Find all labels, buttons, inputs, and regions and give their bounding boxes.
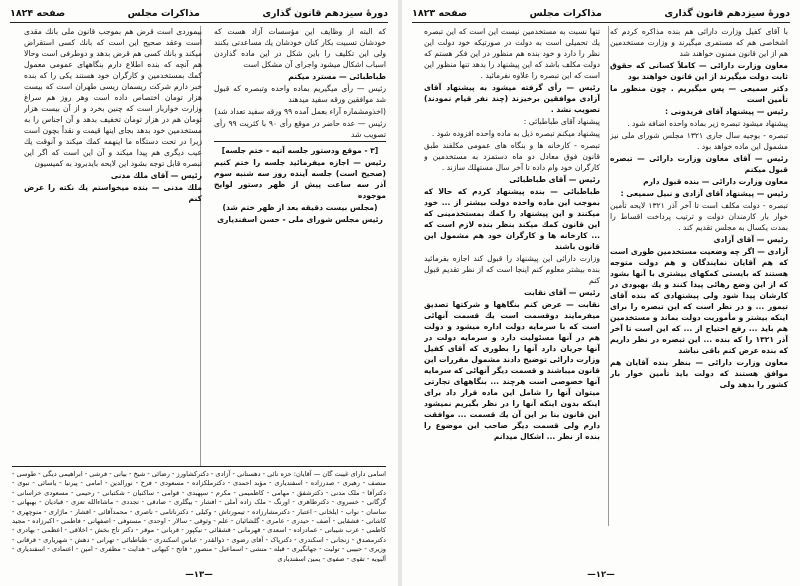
speaker-paragraph: ملك مدنی — بنده میخواستم یك نکته را عرض کنم — [24, 183, 202, 203]
left-page-column-left — [24, 26, 202, 366]
left-page — [0, 0, 398, 586]
paragraph: بیموردی است قرض هم بموجب قانون ملی بانك مقدی است وعقد صحیح این است که بانك کسی استقراض میکند و بانك کسی هم قرض بدهد و دوطرفی است وحالا هم آنچه که بنده اطلاع دارم بنگاههای عمومی معمول کمك بمستخدمین و کارگران خود هستند یکی را که بنده خبر دارم شرکت ریسمان ریسی طهران است که بیست هزار تومان اختصاص داده است وهر روز هم سراغ وزارت خواربار است که چنین بخرد و از آن بیست هزار تومان هم در هزار تومان تخفیف بدهد و آن اجناس را به مستخدمین خود بدهد بجای اینها قیمت و نقداً بچون است زیرا در تحت دستگاه ما اینهمه کمك میکند و آنوقت یك عیب دیگری هم پیدا میکند و آن این است که اگر این تبصره قابل توجه بشود این لایحه بایدبرود به کمیسیون — [24, 27, 202, 168]
speaker-paragraph: دکتر سمیعی — پس میگیریم . چون منظور ما تأمین است — [610, 84, 788, 104]
section-heading: [۳ - موقع ودستور جلسه آتیه - ختم جلسه] — [214, 141, 386, 156]
paragraph: وزارت دارائی این پیشنهاد را قبول کند اجازه بفرمائید بنده بیشتر معلوم کنم اینجا است که از نظر تقدیم قبول کنم — [424, 254, 600, 285]
paragraph: با آقای کفیل وزارت دارائی هم بنده مذاکره کردم که اشخاصی هم که مستمری میگیرند و وزارت مستخدمین هم از این قانون ممنون خواهند شد — [610, 27, 788, 58]
speaker-paragraph: معاون وزارت دارائی — بنده قبول دارم — [643, 177, 788, 186]
folio-number: —۱۲— — [587, 570, 615, 580]
paragraph: رئیس — عده حاضر در موقع رأی ۹۰ با کثریت ۹۹ رأی تصویب شد — [214, 119, 386, 139]
right-page-column-right — [610, 26, 788, 526]
speaker-paragraph: رئیس — آقای آزادی — [713, 235, 788, 244]
speaker-paragraph: رئیس — پیشنهاد آقای آزادی و نبیل سمیعی : — [620, 189, 788, 198]
absentees-footnote: اسامی دارای غیبت گان — آقایان: حزه نائی - دهستانی - آزادی - دکترکشاورز - رضائی - شیخ - بیانی - فرشی - ابراهیمی دیگی - طوسی - منصف - رهبری - صدرزاده - اسفندیاری - مؤبد احمدی - دکترملکزاده - مسعودی - فرخ - نورالدین - امامی - پیرنیا - یاسائی - نبوی - دکترآقا - ملک مدنی - دکترشفق - مهامی - کاظمیمی - مکرم - سپهبدی - قوامی - ساکنیان - شکتبانی - رحیمی - مسعودی خراسانی - گرگانی - خسروی - دکترطاهری - اورنگ - ملک زاده آملی - افشار - بیگلری - صادقی - تجددی - ماشاءالله تعزی - قبادیان - بهبهانی - ساسان - نواب - ایلخانی - اعتبار - دکترمشارزاده - تیمورتاش - وکیلی - دکترناتامی - ناصری - محمدآقائی - افشار - ماژاری - منوچهری - کاشانی - قشقایی - آصف - حیدری - عامری - گلشائیان - علم - وثوقی - سالار - اوحدی - مستوفی - اصفهانی - فاطمی - اکبرزاده - مجید کاظمی - عرب شیبانی - عمادزاده - اسعدی - قهرمانی - قشقائی - نیکپور - قربانی - موقر - دکتر تاج بخش - اخلاقی - اعظمی - بهادری - دکترمصدق - زنجانی - اسکندری - دکترپاک - آقای رضوی - ذوالقدر - عباس اسکندری - طباطبائی - تهرانی - دهش - شهریاری - قرقانی - وزیری - حبیبی - تولیت - جهانگیری - قبله - منشی - اسماعیل - منصور - فاتح - کیهانی - هدایت - مظفری - امین - اعتمادی - اسفندیاری - آلبویه - تقوی - صفوی - یمین اسفندیاری — [12, 466, 386, 562]
right-page-header — [412, 6, 790, 23]
speaker-paragraph: معاون وزارت دارائی — کاملاً کسانی که حقوق ثابت دولت میگیرند از این قانون خواهند بود — [610, 61, 788, 81]
right-page-column-left — [424, 26, 600, 526]
paragraph: پیشنهاد میشود تبصره زیر بماده واحده اضافه شود . — [627, 119, 788, 128]
paragraph: تبصره - بوجیه سال جاری ۱۳۲۱ مجلس شورای ملی نیز مشمول این ماده خواهد بود . — [610, 131, 788, 151]
header-journal: دورهٔ سیزدهم قانون گذاری — [664, 7, 790, 19]
paragraph: (مجلس بیست دقیقه بعد از ظهر ختم شد) — [222, 203, 378, 212]
header-title: مذاکرات مجلس — [529, 7, 602, 19]
speaker-paragraph: طباطبائی — مسترد میکنم — [288, 72, 386, 81]
left-page-column-right — [214, 26, 386, 446]
speaker-paragraph: آزادی — اگر چه وضعیت مستخدمین طوری است که هم آقایان نمایندگان و هم دولت متوجه هستند که بایستی کمکهای بیشتری با آنها بشود که از این وضع رهائی پیدا کنند و یك بهبودی در کارشان پیدا شود ولی پیشنهادی که بنده آقای تیمور ... و در نظر است که این تبصره را برای اینکه بیشتر و مأموریت دولت بماند و مستخدمین هم باید ... رفع احتیاج از ... که این است تا آخر آذر ۱۳۲۱ را که بنده ... این تبصره در نظر داریم که بنده عرض کنم باقی نباشد — [610, 247, 788, 355]
speaker-paragraph: معاون وزارت دارائی — بنظر بنده آقایان هم موافق هستند که دولت باید تأمین خوار بار کشور را بدهد ولی — [610, 358, 788, 389]
speaker-paragraph: رئیس — رأی گرفته میشود به پیشنهاد آقای آزادی موافقین برخیزند (چند نفر قیام نمودند) تصویب نشد . — [424, 83, 600, 114]
paragraph: رئیس — رأی میگیریم بماده واحده وتبصره که قبول شد موافقین ورقه سفید میدهند — [214, 84, 386, 104]
header-page-number: صفحه ۱۸۲۴ — [10, 7, 66, 19]
paragraph: تنها نسبت به مستخدمین نیست این است که این تبصره یك تحمیلی است به دولت در صورتیکه خود دولت این نظر را دارد و خود بنده هم منظور در این فکر هستم که دولت مکلف باشد که این پیشنهاد را بدهد تنها منظور این است که این تبصره را علاوه نفرمائید . — [424, 27, 600, 80]
speaker-paragraph: نقابت — عرض کنم بنگاهها و شرکتها تصدیق میفرمایند دوقسمت است یك قسمت آنهائی است که با سرمایه دولت اداره میشود و دولت هم در آنها مسئولیت دارد و سرمایه دولت در آنها جریان دارد آنها را بطوری که آقای کفیل وزارت دارائی توضیح دادند مشمول مقررات این قانون میباشند و قسمت دیگر آنهائی که سرمایه آنها خصوصی است هرچند ... بنگاههای تجارتی میتوان آنها را شامل این ماده قرار داد برای اینکه بدون اینکه آنها را در نظر بگیریم نمیشود این قانون بنا بر این آن یك قسمت ... موافقت دارم ولی قسمت دیگر صاحب این موضوع را بنده از نظر ... اشکال میدانم — [424, 300, 600, 441]
paragraph: پیشنهاد آقای طباطبائی : — [523, 117, 600, 126]
signature-line: رئیس مجلس شورای ملی - حسن اسفندیاری — [217, 215, 383, 224]
speaker-paragraph: طباطبائی — بنده پیشنهاد کردم که حالا که بموجب این ماده واحده دولت بیشتر از ... خود میکنند و این پیشنهاد را کمك بمستخدمینی که این قانون کمك میکند بنظر بنده لازم است که ... کارخانه ها و کارگران خود هم مشمول این قانون باشند — [424, 187, 600, 251]
speaker-paragraph: رئیس — پیشنهاد آقای فریدونی : — [664, 107, 788, 116]
paragraph: تبصره - دولت مکلف است تا آخر آذر ۱۳۲۱ لایحه تأمین خوار بار کارمندان دولت و ترتیب پرداخت اقساط را بمدت یکسال به مجلس تقدیم کند . — [610, 201, 788, 232]
speaker-paragraph: رئیس — آقای طباطبائی — [509, 175, 600, 184]
column-divider — [608, 26, 609, 526]
paragraph: تبصره - کارخانه ها و بنگاه های عمومی مکلفند طبق قانون فوق معادل دو ماه دستمزد به مستخدمین و کارگران خود وام داده تا آخر سال مستهلك سازند . — [424, 141, 600, 172]
speaker-paragraph: رئیس — آقای ملك مدنی — [110, 171, 202, 180]
header-journal: دورهٔ سیزدهم قانون گذاری — [262, 7, 388, 19]
paragraph: پیشنهاد میکنم تبصره ذیل به ماده واحده افزوده شود . — [431, 129, 600, 138]
folio-number: —۱۳— — [185, 570, 213, 580]
left-page-header — [10, 6, 388, 23]
paragraph: که البته از وظایف این مؤسسات آزاد هست که خودشان تسبیت بکار کنان خودشان یك مساعدتی بکنند ولی این تکلیف را باین شکل در این ماده گذاردن اسباب اشکال میشود واجرای آن مشکل است — [214, 27, 386, 69]
paragraph: (اخذومشماره آراء بعمل آمده ۹۹ ورقه سفید تعداد شد) — [214, 107, 386, 116]
speaker-paragraph: رئیس — آقای معاون وزارت دارائی — تبصره قبول میکنم — [610, 154, 788, 174]
paragraph: رئیس — اجازه میفرمائید جلسه را ختم کنیم (صحیح است) جلسه آینده روز سه شنبه سوم آذر سه ساعت پیش از ظهر دستور لوایح موجوده — [214, 158, 386, 200]
header-title: مذاکرات مجلس — [127, 7, 200, 19]
header-page-number: صفحه ۱۸۲۳ — [412, 7, 468, 19]
right-page — [402, 0, 800, 586]
speaker-paragraph: رئیس — آقای نقابت — [523, 288, 600, 297]
